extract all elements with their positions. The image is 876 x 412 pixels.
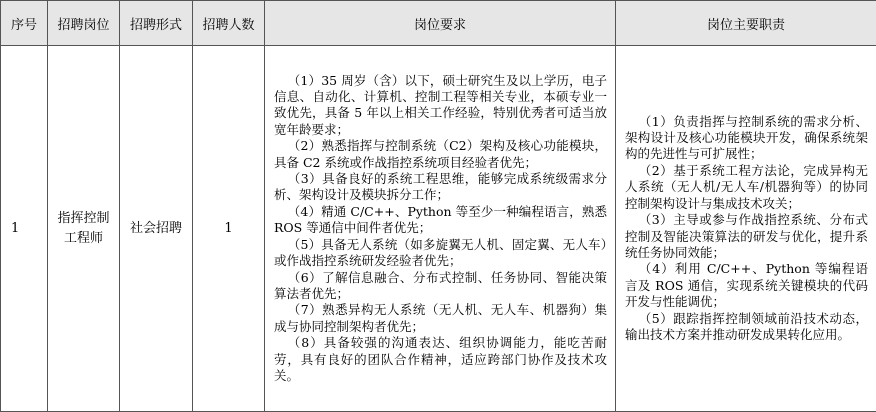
requirement-item: （4）精通 C/C++、Python 等至少一种编程语言，熟悉 ROS 等通信中间件者优先； [274, 203, 607, 236]
duty-item: （2）基于系统工程方法论，完成异构无人系统（无人机/无人车/机器狗等）的协同控制架构设计与集成技术攻关； [625, 162, 868, 211]
duty-item: （1）负责指挥与控制系统的需求分析、架构设计及核心功能模块开发，确保系统架构的先进性与可扩展性； [625, 113, 868, 162]
header-count: 招聘人数 [193, 1, 265, 46]
requirement-item: （2）熟悉指挥与控制系统（C2）架构及核心功能模块，具备 C2 系统或作战指控系统项目经验者优先； [274, 138, 607, 170]
requirement-item: （8）具备较强的沟通表达、组织协调能力，能吃苦耐劳，具有良好的团队合作精神，适应跨部门协作及技术攻关。 [274, 335, 607, 383]
duty-item: （4）利用 C/C++、Python 等编程语言及 ROS 通信，实现系统关键模块的代码开发与性能调优； [625, 261, 868, 310]
requirement-item: （3）具备良好的系统工程思维，能够完成系统级需求分析、架构设计及模块拆分工作； [274, 171, 607, 203]
requirement-item: （7）熟悉异构无人系统（无人机、无人车、机器狗）集成与协同控制架构者优先； [274, 302, 607, 334]
header-position: 招聘岗位 [48, 1, 120, 46]
requirement-item: （6）了解信息融合、分布式控制、任务协同、智能决策算法者优先； [274, 269, 607, 301]
requirement-item: （5）具备无人系统（如多旋翼无人机、固定翼、无人车）或作战指控系统研发经验者优先； [274, 236, 607, 269]
table-row [1, 46, 876, 412]
header-no: 序号 [1, 1, 48, 46]
header-row [1, 1, 876, 46]
header-form: 招聘形式 [120, 1, 193, 46]
cell-position: 指挥控制工程师 [48, 46, 120, 412]
cell-duties [616, 46, 876, 412]
cell-count: 1 [193, 46, 265, 412]
header-requirements: 岗位要求 [265, 1, 616, 46]
cell-requirements [265, 46, 616, 412]
requirement-item: （1）35 周岁（含）以下，硕士研究生及以上学历，电子信息、自动化、计算机、控制工程等相关专业，本硕专业一致优先，具备 5 年以上相关工作经验，特别优秀者可适当放宽年龄要求； [274, 72, 607, 137]
cell-form: 社会招聘 [120, 46, 193, 412]
header-duties: 岗位主要职责 [616, 1, 876, 46]
duty-item: （3）主导或参与作战指控系统、分布式控制及智能决策算法的研发与优化，提升系统任务协同效能； [625, 212, 868, 260]
duty-item: （5）跟踪指挥控制领域前沿技术动态，输出技术方案并推动研发成果转化应用。 [625, 310, 868, 342]
cell-no: 1 [1, 46, 48, 412]
